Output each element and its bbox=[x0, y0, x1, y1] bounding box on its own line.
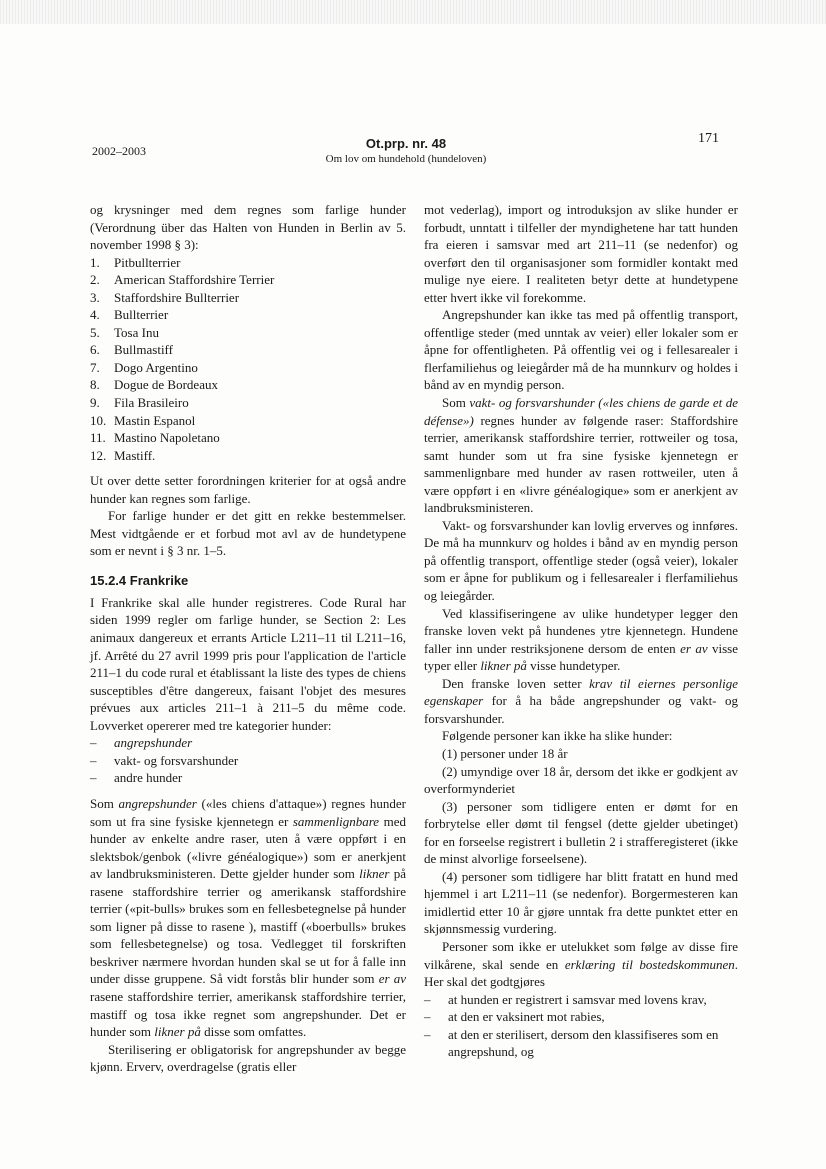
breed-item bbox=[90, 359, 406, 377]
breed-name: Mastiff. bbox=[114, 447, 156, 463]
paragraph-vakthunder-rules: Vakt- og forsvarshunder kan lovlig erverves og innføres. De må ha munnkurv og holdes i bånd av en myndig person på offentlig transport, offentlige steder (også veier), lokaler som er åpne for publikum og i fellesarealer i flerfamiliehus og leiegårder. bbox=[424, 517, 738, 604]
breed-item bbox=[90, 412, 406, 430]
breed-number: 11. bbox=[90, 430, 106, 446]
breed-number: 12. bbox=[90, 447, 107, 463]
breed-name: Pitbullterrier bbox=[114, 254, 181, 270]
paragraph-krav bbox=[424, 675, 738, 728]
right-column bbox=[424, 201, 738, 1061]
condition-text: at den er sterilisert, dersom den klassifiseres som en angrepshund, og bbox=[448, 1026, 719, 1060]
italic-term: krav til eiernes personlige egenskaper bbox=[424, 675, 738, 709]
paragraph-klassifisering bbox=[424, 605, 738, 675]
condition-list bbox=[424, 991, 738, 1061]
text-run: på rasene staffordshire terrier og amerikansk staffordshire terrier («pit-bulls» brukes som en fellesbetegnelse på hunder som ligner på disse to rasene ), mastiff («boerbulls» brukes som fellesbetegnelse) og tosa. Vedlegget til forskriften beskriver nærmere hvordan hunden skal se ut for å falle inn under disse gruppene. Så vidt forstås blir hunder som bbox=[90, 866, 406, 987]
category-label: vakt- og forsvarshunder bbox=[114, 752, 239, 768]
paragraph-erklaering bbox=[424, 938, 738, 991]
paragraph-sterilisering: Sterilisering er obligatorisk for angrepshunder av begge kjønn. Erverv, overdragelse (gratis eller bbox=[90, 1041, 406, 1075]
paragraph-vakthunder bbox=[424, 394, 738, 517]
breed-number: 6. bbox=[90, 342, 100, 358]
text-run: Som bbox=[442, 395, 470, 411]
italic-term: er av bbox=[378, 971, 406, 987]
breed-name: American Staffordshire Terrier bbox=[114, 272, 275, 288]
text-run: for å ha både angrepshunder og vakt- og forsvarshunder. bbox=[424, 693, 738, 726]
paragraph-transport: Angrepshunder kan ikke tas med på offentlig transport, offentlige steder (med unntak av veier) eller lokaler som er åpne for offentligheten. På offentlig vei og i fellesarealer i flerfamiliehus og leiegårder må de ha munnkurv og holdes i bånd av en myndig person. bbox=[424, 307, 738, 393]
italic-term: vakt- og forsvarshunder («les chiens de garde et de défense») bbox=[424, 395, 738, 428]
breed-number: 10. bbox=[90, 412, 107, 428]
breed-name: Dogue de Bordeaux bbox=[114, 377, 218, 393]
breed-number: 9. bbox=[90, 395, 100, 411]
breed-item bbox=[90, 429, 406, 447]
breed-name: Bullterrier bbox=[114, 307, 169, 323]
italic-term: likner bbox=[359, 866, 390, 882]
condition-item: – at hunden er registrert i samsvar med lovens krav, bbox=[424, 991, 738, 1009]
breed-name: Bullmastiff bbox=[114, 342, 173, 358]
breed-name: Dogo Argentino bbox=[114, 359, 198, 375]
breed-item bbox=[90, 271, 406, 289]
condition-text: at den er vaksinert mot rabies, bbox=[448, 1009, 605, 1025]
italic-term: likner på bbox=[154, 1024, 201, 1040]
paragraph-frankrike: I Frankrike skal alle hunder registreres. Code Rural har siden 1999 regler om farlige hunder, se Section 2: Les animaux dangereux et errants Article L211–11 til L211–16, jf. Arrêté du 27 avril 1999 pris pour l'application de l'article 211–1 du code rural et établissant la liste des types de chiens susceptibles d'être dangereux, faisant l'objet des mesures prévues aux articles 211–1 à 211–5 du même code. Lovverket opererer med tre kategorier hunder: bbox=[90, 594, 406, 733]
breed-item bbox=[90, 306, 406, 324]
condition-item: – at den er sterilisert, dersom den klassifiseres som en angrepshund, og bbox=[424, 1026, 738, 1061]
document-subtitle: Om lov om hundehold (hundeloven) bbox=[325, 153, 487, 165]
italic-term: likner på bbox=[480, 658, 527, 674]
breed-number: 8. bbox=[90, 377, 100, 393]
breed-item bbox=[90, 447, 406, 465]
category-item: – vakt- og forsvarshunder bbox=[90, 752, 406, 770]
category-label: andre hunder bbox=[114, 770, 183, 786]
breed-name: Mastino Napoletano bbox=[114, 430, 220, 446]
text-run: regnes hunder av følgende raser: Staffordshire terrier, amerikansk staffordshire terrier, rottweiler og tosa, samt hunder som ut fra sine fysiske kjennetegn er sammenlignbare med hunder av rasen rottweiler, uten å være oppført i en «livre généalogique» som er anerkjent av landbruksministeren. bbox=[424, 412, 738, 516]
italic-term: er av bbox=[680, 640, 708, 656]
category-item: – angrepshunder bbox=[90, 734, 406, 752]
breed-item bbox=[90, 324, 406, 342]
paragraph-folgende: Følgende personer kan ikke ha slike hunder: bbox=[442, 728, 673, 744]
text-run: . Her skal det godtgjøres bbox=[424, 956, 738, 990]
text-run: («les chiens d'attaque») regnes hunder som ut fra sine fysiske kjennetegn er bbox=[90, 795, 406, 829]
breed-name: Fila Brasileiro bbox=[114, 395, 189, 411]
text-run: Ved klassifiseringene av ulike hundetyper legger den franske loven vekt på hundenes ytre kjennetegn. Hundene faller inn under restriksjonene dersom de enten bbox=[424, 605, 738, 656]
paragraph-farlige: For farlige hunder er det gitt en rekke bestemmelser. Mest vidtgående er et forbud mot avl av de hundetypene som er nevnt i § 3 nr. 1–5. bbox=[90, 508, 406, 559]
person-item: (4) personer som tidligere har blitt fratatt en hund med hjemmel i art L211–11 (se nedenfor). Borgermesteren kan imidlertid etter 10 år gjøre unntak fra dette punktet etter en skjønnsmessig vurdering. bbox=[424, 868, 738, 937]
breed-number: 2. bbox=[90, 272, 100, 288]
text-run: Som bbox=[90, 795, 119, 811]
italic-term: angrepshunder bbox=[118, 795, 197, 811]
breed-item bbox=[90, 376, 406, 394]
breed-item bbox=[90, 254, 406, 272]
person-item: (1) personer under 18 år bbox=[442, 745, 568, 761]
document-title: Ot.prp. nr. 48 bbox=[365, 136, 447, 151]
paragraph-intro: og krysninger med dem regnes som farlige hunder (Verordnung über das Halten von Hunden in Berlin av 5. november 1998 § 3): bbox=[90, 202, 406, 253]
breed-name: Staffordshire Bullterrier bbox=[114, 289, 240, 305]
section-heading: 15.2.4 Frankrike bbox=[90, 572, 189, 588]
paragraph-continued: mot vederlag), import og introduksjon av slike hunder er forbudt, unntatt i tilfeller der myndighetene har tatt hunden fra eieren i samsvar med art 211–11 (se nedenfor) og overført den til organisasjoner som formidler kontakt med mulige nye eiere. I realiteten betyr dette at hundetypene etter hvert ikke vil forekomme. bbox=[424, 202, 738, 305]
text-run: med hunder av enkelte andre raser, uten å være oppført i en slektsbok/genbok («livre généalogique») som er anerkjent av landbruksministeren. Dette gjelder hunder som bbox=[90, 813, 406, 882]
condition-item: – at den er vaksinert mot rabies, bbox=[424, 1008, 738, 1026]
condition-text: at hunden er registrert i samsvar med lovens krav, bbox=[448, 991, 707, 1007]
left-column bbox=[90, 201, 406, 1076]
person-item: (2) umyndige over 18 år, dersom det ikke er godkjent av overformynderiet bbox=[424, 763, 738, 797]
text-run: visse hundetyper. bbox=[526, 658, 621, 674]
breed-item bbox=[90, 394, 406, 412]
text-run: visse typer eller bbox=[424, 640, 739, 674]
category-label: angrepshunder bbox=[114, 735, 193, 751]
header-years: 2002–2003 bbox=[92, 144, 146, 158]
person-item: (3) personer som tidligere enten er dømt for en forbrytelse eller dømt til fengsel (dette gjelder ubetinget) for en forseelse registrert i bulletin 2 i strafferegisteret (ikke de minst alvorlige forseelsene). bbox=[424, 798, 738, 867]
breed-number: 1. bbox=[90, 254, 100, 270]
category-item: – andre hunder bbox=[90, 769, 406, 787]
category-list bbox=[90, 734, 406, 787]
breed-item bbox=[90, 289, 406, 307]
breed-name: Mastin Espanol bbox=[114, 412, 196, 428]
text-run: Den franske loven setter bbox=[442, 675, 590, 691]
paragraph-angrepshunder bbox=[90, 795, 406, 1041]
breed-list bbox=[90, 254, 406, 465]
breed-number: 5. bbox=[90, 324, 100, 340]
breed-number: 3. bbox=[90, 289, 100, 305]
scan-edge-artifact bbox=[0, 0, 826, 24]
breed-number: 4. bbox=[90, 307, 100, 323]
running-header bbox=[276, 136, 536, 165]
breed-name: Tosa Inu bbox=[114, 324, 159, 340]
breed-number: 7. bbox=[90, 359, 100, 375]
paragraph-utover: Ut over dette setter forordningen kriterier for at også andre hunder kan regnes som farlige. bbox=[90, 473, 406, 506]
italic-term: erklæring til bostedskommunen bbox=[564, 956, 735, 972]
page-number: 171 bbox=[698, 131, 719, 146]
text-run: Personer som ikke er utelukket som følge av disse fire vilkårene, skal sende en bbox=[424, 938, 738, 972]
breed-item bbox=[90, 341, 406, 359]
text-run: rasene staffordshire terrier, amerikansk staffordshire terrier, mastiff og tosa ikke regnet som angrepshunder. Det er hunder som bbox=[90, 988, 406, 1040]
italic-term: sammenlignbare bbox=[292, 813, 380, 829]
text-run: disse som omfattes. bbox=[200, 1024, 307, 1040]
